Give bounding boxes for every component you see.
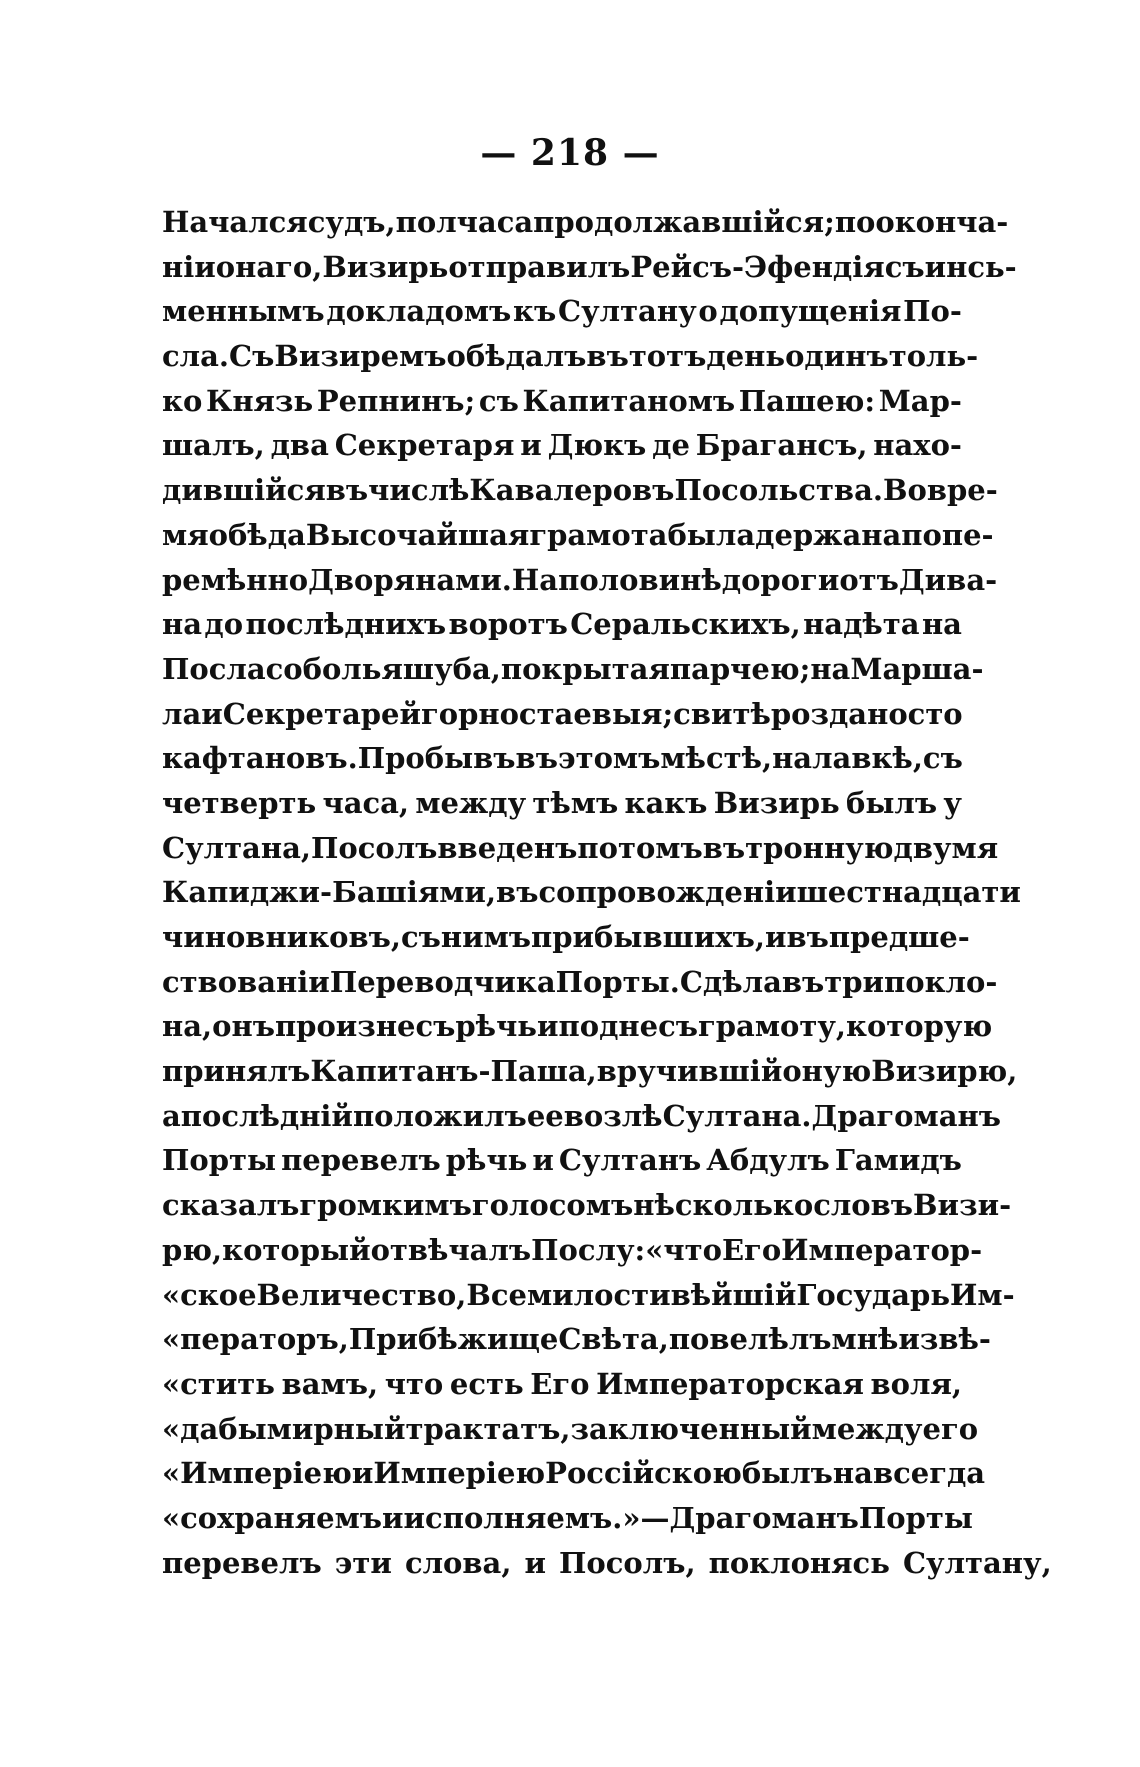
word: двумя xyxy=(893,830,999,865)
text-line xyxy=(162,826,999,871)
word: Дива- xyxy=(898,562,998,597)
word: соболья xyxy=(265,651,403,686)
word: роздано xyxy=(770,696,908,731)
word: трактатъ, xyxy=(405,1411,571,1446)
body-text xyxy=(162,200,1052,1585)
word: ко xyxy=(162,383,203,418)
word: Визи- xyxy=(913,1188,1012,1223)
word: Им- xyxy=(950,1277,1015,1312)
word: громкимъ xyxy=(299,1188,472,1223)
word: его xyxy=(922,1411,979,1446)
word: съ xyxy=(400,920,441,954)
word: прибывшихъ, xyxy=(531,920,765,954)
word: слова, xyxy=(404,1545,512,1580)
word: въ xyxy=(496,875,539,910)
word: лавкѣ, xyxy=(812,741,923,776)
word: Посольства. xyxy=(674,473,883,508)
text-line xyxy=(162,200,1009,245)
word: введенъ xyxy=(437,830,578,865)
word: онъ xyxy=(212,1009,275,1044)
text-line xyxy=(162,513,994,558)
word: тотъ xyxy=(628,339,707,374)
word: Капитанъ-Паша, xyxy=(310,1054,597,1089)
word: Порты xyxy=(162,1143,277,1178)
text-line xyxy=(162,289,962,334)
word: вамъ, xyxy=(281,1366,379,1401)
word: «ское xyxy=(162,1277,257,1312)
word: держана xyxy=(755,517,902,552)
word: Государь xyxy=(796,1277,951,1312)
word: воля, xyxy=(870,1366,962,1401)
word: Брагансъ, xyxy=(695,428,868,463)
word: тронную xyxy=(745,830,894,865)
word: на, xyxy=(162,1009,213,1044)
text-line xyxy=(162,468,998,513)
word: «дабы xyxy=(162,1411,267,1446)
word: шестнадцати xyxy=(796,875,1021,910)
word: рѣчь xyxy=(455,1009,537,1044)
word: сопровожденіи xyxy=(538,875,797,910)
text-line xyxy=(162,245,1017,290)
word: до xyxy=(204,607,244,642)
word: и xyxy=(520,428,542,463)
word: продолжавшійся; xyxy=(533,205,835,239)
word: Визиремъ xyxy=(274,339,447,374)
word: есть xyxy=(449,1366,524,1401)
word: одинъ xyxy=(785,339,889,374)
word: Пробывъ xyxy=(357,741,516,776)
word: онаго, xyxy=(215,249,323,284)
word: допущенія xyxy=(719,294,902,329)
word: воротъ xyxy=(448,607,568,642)
word: дороги xyxy=(721,562,840,597)
word: положилъ xyxy=(352,1098,527,1133)
text-line xyxy=(162,1496,973,1541)
word: Порты xyxy=(858,1500,973,1535)
word: и xyxy=(201,696,223,731)
word: рѣчь xyxy=(445,1143,528,1178)
word: числѣ xyxy=(368,473,470,508)
text-line xyxy=(162,960,998,1005)
word: день xyxy=(706,339,786,374)
word: которую xyxy=(846,1009,993,1044)
word: «стить xyxy=(162,1366,275,1401)
word: Султанъ xyxy=(558,1143,702,1178)
word: Султана, xyxy=(162,830,311,865)
word: а xyxy=(162,1098,181,1133)
word: обѣда xyxy=(208,517,306,552)
word: на xyxy=(162,607,203,642)
word: послѣднихъ xyxy=(245,607,447,642)
word: надѣта xyxy=(803,607,920,642)
word: тѣмъ xyxy=(532,785,619,820)
word: между xyxy=(415,785,527,820)
word: грамоту, xyxy=(697,1009,846,1044)
word: былъ xyxy=(741,1456,833,1491)
word: толь- xyxy=(888,339,979,374)
text-line xyxy=(162,736,962,781)
text-line xyxy=(162,1049,1018,1094)
word: навсегда xyxy=(832,1456,986,1491)
word: Пашею: xyxy=(738,383,876,418)
word: мѣстѣ, xyxy=(660,741,773,776)
word: шуба, xyxy=(402,651,501,686)
word: Дворянами. xyxy=(308,562,512,597)
word: «Имперіею xyxy=(162,1456,352,1491)
word: три xyxy=(824,964,885,999)
word: къ xyxy=(513,294,557,329)
word: возлѣ xyxy=(563,1098,663,1133)
word: извѣ- xyxy=(898,1322,991,1357)
word: попе- xyxy=(901,517,994,552)
word: Переводчика xyxy=(329,964,556,999)
word: половинѣ xyxy=(558,562,722,597)
word: ремѣнно xyxy=(162,562,309,597)
word: покрытая xyxy=(500,651,670,686)
word: Порты. xyxy=(555,964,680,999)
word: потомъ xyxy=(577,830,703,865)
word: былъ xyxy=(845,785,938,820)
text-line xyxy=(162,1094,1001,1139)
word: обѣдалъ xyxy=(446,339,587,374)
text-line xyxy=(162,1407,979,1452)
word: поклонясь xyxy=(708,1545,890,1580)
word: сказалъ xyxy=(162,1188,300,1223)
word: — xyxy=(640,1500,670,1535)
word: Съ xyxy=(229,339,275,374)
word: кафтановъ. xyxy=(162,741,358,776)
text-line xyxy=(162,379,962,424)
word: съ xyxy=(478,383,519,418)
word: мнѣ xyxy=(831,1322,899,1357)
page-number: — 218 — xyxy=(480,132,660,174)
word: и xyxy=(524,1545,546,1580)
word: въ xyxy=(586,339,629,374)
word: полчаса xyxy=(395,205,534,239)
word: повелѣлъ xyxy=(668,1322,832,1357)
text-line xyxy=(162,334,979,379)
word: На xyxy=(511,562,559,597)
word: въ xyxy=(515,741,558,776)
word: меннымъ xyxy=(162,294,325,329)
word: отправилъ xyxy=(448,249,631,284)
word: Послу: xyxy=(531,1232,646,1267)
word: мя xyxy=(162,517,209,552)
text-line xyxy=(162,423,962,468)
word: отъ xyxy=(839,562,899,597)
text-line xyxy=(162,647,984,692)
word: ее xyxy=(526,1098,564,1133)
word: «сохраняемъ xyxy=(162,1500,383,1535)
word: Князь xyxy=(205,383,314,418)
word: Визирю, xyxy=(871,1054,1018,1089)
word: сто xyxy=(907,696,963,731)
word: ніи xyxy=(162,249,216,284)
word: послѣдній xyxy=(180,1098,353,1133)
word: Сдѣлавъ xyxy=(679,964,825,999)
word: Абдулъ xyxy=(706,1143,830,1178)
word: Величество, xyxy=(256,1277,467,1312)
word: ствованіи xyxy=(162,964,330,999)
word: въ xyxy=(325,473,369,508)
word: какъ xyxy=(624,785,708,820)
word: де xyxy=(652,428,690,463)
word: «ператоръ, xyxy=(162,1322,349,1357)
word: парчею; xyxy=(669,651,811,686)
word: Прибѣжище xyxy=(348,1322,559,1357)
word: Свѣта, xyxy=(558,1322,669,1357)
text-line xyxy=(162,1004,993,1049)
word: Секретарей xyxy=(222,696,421,731)
word: была xyxy=(667,517,756,552)
word: Гамидъ xyxy=(834,1143,962,1178)
word: Драгоманъ xyxy=(669,1500,859,1535)
word: между xyxy=(811,1411,923,1446)
word: съ xyxy=(922,741,963,776)
word: часа, xyxy=(322,785,410,820)
word: словъ xyxy=(813,1188,914,1223)
text-line xyxy=(162,870,1021,915)
word: дившійся xyxy=(162,473,326,508)
word: о xyxy=(698,294,718,329)
text-line xyxy=(162,1228,983,1273)
word: Султану, xyxy=(902,1545,1052,1580)
word: заключенный xyxy=(570,1411,812,1446)
word: Посла xyxy=(162,651,266,686)
word: покло- xyxy=(884,964,998,999)
text-line xyxy=(162,602,962,647)
word: Его xyxy=(721,1232,782,1267)
word: Посолъ xyxy=(310,830,438,865)
word: Капиджи-Башіями, xyxy=(162,875,497,910)
word: сла. xyxy=(162,339,229,374)
word: что xyxy=(384,1366,444,1401)
word: поднесъ xyxy=(558,1009,698,1044)
word: ла xyxy=(162,696,202,731)
word: Всемилостивѣйшій xyxy=(466,1277,797,1312)
word: Во xyxy=(882,473,927,508)
word: нѣсколько xyxy=(633,1188,814,1223)
word: Начался xyxy=(162,205,308,239)
word: Секретаря xyxy=(334,428,515,463)
word: Султана. xyxy=(662,1098,812,1133)
word: рю, xyxy=(162,1232,223,1267)
text-line xyxy=(162,1451,986,1496)
word: на xyxy=(921,607,962,642)
word: и xyxy=(351,1456,374,1491)
word: въ xyxy=(702,830,746,865)
word: на xyxy=(772,741,813,776)
word: Марша- xyxy=(850,651,984,686)
word: грамота xyxy=(529,517,668,552)
text-line xyxy=(162,781,962,826)
word: судъ, xyxy=(307,205,396,239)
word: Имперіею xyxy=(373,1456,546,1491)
word: и xyxy=(536,1009,559,1044)
word: нимъ xyxy=(440,920,532,954)
word: Драгоманъ xyxy=(811,1098,1001,1133)
word: четверть xyxy=(162,785,317,820)
word: на xyxy=(810,651,851,686)
word: оную xyxy=(782,1054,872,1089)
word: инсь- xyxy=(924,249,1017,284)
text-line xyxy=(162,915,970,960)
word: и xyxy=(764,920,787,954)
word: по xyxy=(834,205,876,239)
word: и xyxy=(532,1143,554,1178)
word: который xyxy=(222,1232,371,1267)
word: эти xyxy=(334,1545,392,1580)
word: оконча- xyxy=(875,205,1009,239)
word: Императорская xyxy=(596,1366,864,1401)
word: докладомъ xyxy=(326,294,512,329)
text-line xyxy=(162,1317,991,1362)
word: Высочайшая xyxy=(305,517,530,552)
word: принялъ xyxy=(162,1054,311,1089)
word: Рейсъ-Эфендія xyxy=(630,249,885,284)
text-line xyxy=(162,1541,1052,1586)
word: Дюкъ xyxy=(547,428,647,463)
word: Султану xyxy=(557,294,697,329)
text-line xyxy=(162,692,962,737)
word: Серальскихъ, xyxy=(570,607,801,642)
word: вручившій xyxy=(596,1054,783,1089)
word: мирный xyxy=(266,1411,406,1446)
text-line xyxy=(162,1183,1012,1228)
word: въ xyxy=(786,920,829,954)
word: съ xyxy=(884,249,925,284)
word: вре- xyxy=(926,473,998,508)
word: произнесъ xyxy=(274,1009,456,1044)
word: голосомъ xyxy=(471,1188,634,1223)
word: Россійскою xyxy=(545,1456,742,1491)
word: Его xyxy=(530,1366,590,1401)
word: перевелъ xyxy=(162,1545,322,1580)
word: Визирь xyxy=(322,249,449,284)
word: горностаевыя; xyxy=(420,696,674,731)
text-line xyxy=(162,1138,962,1183)
text-line xyxy=(162,558,998,603)
word: у xyxy=(943,785,962,820)
text-line xyxy=(162,1362,962,1407)
word: исполняемъ.» xyxy=(403,1500,641,1535)
word: Кавалеровъ xyxy=(469,473,675,508)
word: Мар- xyxy=(878,383,962,418)
word: два xyxy=(270,428,329,463)
word: Посолъ, xyxy=(559,1545,696,1580)
word: этомъ xyxy=(557,741,661,776)
word: чиновниковъ, xyxy=(162,920,401,954)
word: предше- xyxy=(828,920,970,954)
word: шалъ, xyxy=(162,428,265,463)
word: свитѣ xyxy=(673,696,771,731)
word: По- xyxy=(903,294,962,329)
word: и xyxy=(382,1500,404,1535)
word: отвѣчалъ xyxy=(370,1232,532,1267)
text-line xyxy=(162,1273,1015,1318)
word: Репнинъ; xyxy=(316,383,476,418)
word: Капитаномъ xyxy=(522,383,736,418)
word: перевелъ xyxy=(281,1143,441,1178)
word: «что xyxy=(645,1232,722,1267)
word: нахо- xyxy=(873,428,962,463)
word: Визирь xyxy=(713,785,840,820)
word: Император- xyxy=(781,1232,983,1267)
